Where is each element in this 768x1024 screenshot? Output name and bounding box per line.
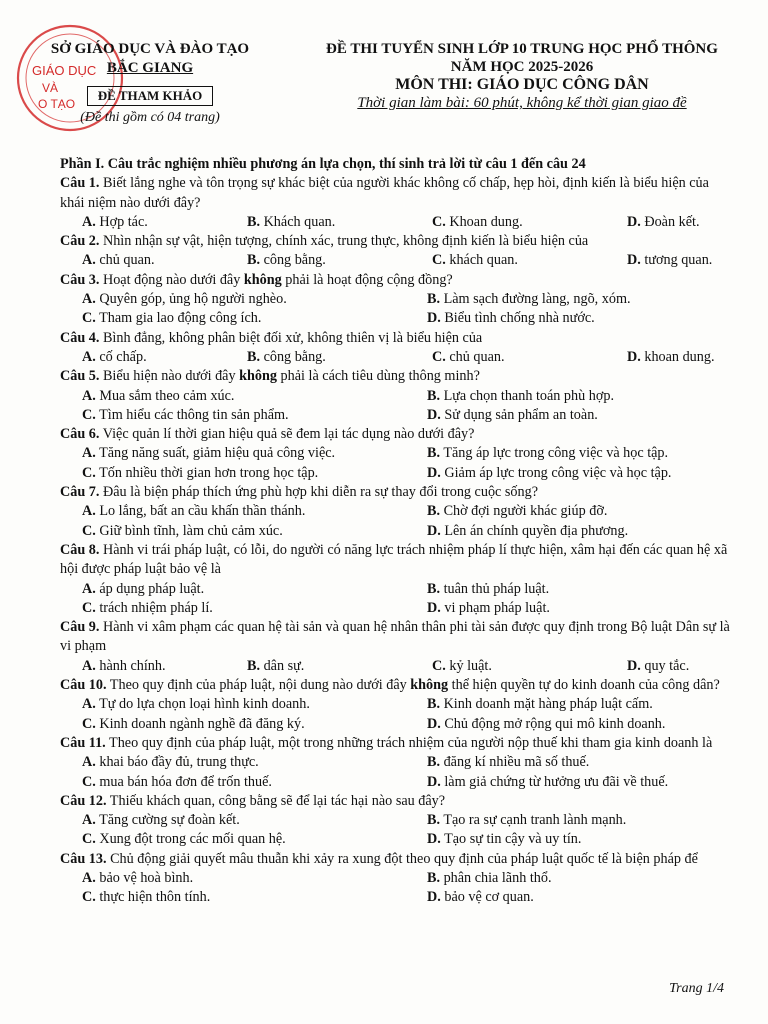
answer-option: [82, 811, 427, 830]
option-letter: D.: [427, 715, 441, 732]
question-stem: [60, 618, 730, 657]
question-number: Câu 5.: [60, 368, 100, 385]
answer-option: [427, 444, 752, 463]
option-text: Đoàn kết.: [644, 213, 700, 230]
question: [60, 541, 730, 618]
option-text: quy tắc.: [644, 657, 690, 674]
option-letter: B.: [427, 291, 441, 308]
option-text: Hợp tác.: [99, 213, 148, 230]
option-text: tương quan.: [644, 252, 713, 269]
answer-option: [427, 309, 752, 328]
answer-option: [627, 213, 752, 232]
option-letter: D.: [427, 522, 441, 539]
question-text: Theo quy định của pháp luật, một trong những trách nhiệm của người nộp thuế khi tham gia kinh doanh là: [105, 734, 713, 751]
option-text: Làm sạch đường làng, ngõ, xóm.: [443, 291, 631, 308]
answer-options: [60, 580, 730, 619]
answer-option: [427, 522, 752, 541]
question-keyword: không: [243, 271, 282, 288]
option-text: Tham gia lao động công ích.: [99, 310, 262, 327]
question-text: Biểu hiện nào dưới đây: [99, 368, 240, 385]
option-text: Tăng năng suất, giảm hiệu quả công việc.: [99, 445, 336, 462]
option-text: Khách quan.: [263, 213, 336, 230]
option-letter: D.: [427, 889, 441, 906]
question-stem: [60, 425, 730, 444]
question: [60, 329, 730, 368]
option-text: Khoan dung.: [449, 213, 523, 230]
question: [60, 483, 730, 541]
option-text: Quyên góp, ủng hộ người nghèo.: [99, 291, 287, 308]
exam-title: ĐỀ THI TUYỂN SINH LỚP 10 TRUNG HỌC PHỔ THÔNG: [326, 41, 718, 57]
answer-options: [60, 290, 730, 329]
option-text: Kinh doanh ngành nghề đã đăng ký.: [99, 715, 305, 732]
option-text: Giữ bình tĩnh, làm chủ cảm xúc.: [99, 522, 283, 539]
option-letter: D.: [427, 831, 441, 848]
question: [60, 676, 730, 734]
option-text: khách quan.: [449, 252, 518, 269]
question-number: Câu 2.: [60, 233, 100, 250]
answer-option: [432, 348, 627, 367]
question-number: Câu 3.: [60, 271, 100, 288]
question-number: Câu 12.: [60, 792, 107, 809]
question-text: Hành vi trái pháp luật, có lỗi, do người có năng lực trách nhiệm pháp lí thực hiện, xâm hại đến các quan hệ xã hội được pháp luật bảo vệ là: [60, 541, 728, 578]
answer-option: [427, 830, 752, 849]
svg-text:O TẠO: O TẠO: [38, 97, 76, 111]
question-stem: [60, 676, 730, 695]
option-text: bảo vệ hoà bình.: [99, 869, 194, 886]
answer-option: [82, 773, 427, 792]
option-letter: D.: [627, 348, 641, 365]
option-text: công bằng.: [263, 252, 326, 269]
option-letter: C.: [82, 406, 96, 423]
question-keyword: không: [410, 677, 449, 694]
option-letter: A.: [82, 252, 96, 269]
option-letter: A.: [82, 348, 96, 365]
question: [60, 850, 730, 908]
option-letter: C.: [432, 348, 446, 365]
answer-option: [427, 888, 752, 907]
option-letter: A.: [82, 213, 96, 230]
option-text: Lo lắng, bất an cầu khấn thần thánh.: [99, 503, 306, 520]
option-text: dân sự.: [263, 657, 305, 674]
answer-option: [247, 251, 432, 270]
option-text: mua bán hóa đơn để trốn thuế.: [99, 773, 272, 790]
question-text: Đâu là biện pháp thích ứng phù hợp khi diễn ra sự thay đổi trong cuộc sống?: [99, 484, 538, 501]
option-letter: C.: [82, 715, 96, 732]
question-number: Câu 8.: [60, 541, 100, 558]
option-text: Tạo sự tin cậy và uy tín.: [444, 831, 582, 848]
option-letter: C.: [432, 213, 446, 230]
answer-options: [60, 444, 730, 483]
option-letter: A.: [82, 580, 96, 597]
option-letter: D.: [427, 310, 441, 327]
part-title: Phần I. Câu trắc nghiệm nhiều phương án lựa chọn, thí sinh trả lời từ câu 1 đến câu 24: [60, 156, 586, 172]
svg-text:GIÁO DỤC: GIÁO DỤC: [32, 63, 97, 78]
option-text: vi phạm pháp luật.: [444, 599, 550, 616]
option-letter: B.: [247, 657, 261, 674]
option-letter: C.: [82, 599, 96, 616]
option-letter: D.: [627, 252, 641, 269]
answer-option: [627, 251, 752, 270]
answer-options: [60, 869, 730, 908]
header-right: [292, 40, 752, 112]
option-letter: C.: [82, 773, 96, 790]
option-text: Lên án chính quyền địa phương.: [444, 522, 629, 539]
option-text: phân chia lãnh thổ.: [443, 869, 552, 886]
option-letter: A.: [82, 387, 96, 404]
option-letter: B.: [427, 812, 441, 829]
question-number: Câu 6.: [60, 426, 100, 443]
option-text: kỷ luật.: [449, 657, 492, 674]
department-name: SỞ GIÁO DỤC VÀ ĐÀO TẠO: [50, 41, 250, 57]
question: [60, 232, 730, 271]
header-left: [30, 40, 270, 126]
answer-option: [82, 888, 427, 907]
option-letter: B.: [427, 869, 441, 886]
subject-title: MÔN THI: GIÁO DỤC CÔNG DÂN: [395, 76, 649, 93]
answer-options: [60, 811, 730, 850]
question-number: Câu 11.: [60, 734, 106, 751]
option-text: Sử dụng sản phẩm an toàn.: [444, 406, 598, 423]
option-letter: D.: [427, 464, 441, 481]
time-note: Thời gian làm bài: 60 phút, không kể thời gian giao đề: [357, 95, 687, 111]
answer-options: [60, 251, 730, 270]
answer-option: [82, 599, 427, 618]
answer-option: [427, 753, 752, 772]
answer-option: [432, 213, 627, 232]
answer-option: [82, 657, 247, 676]
question-text: Biết lắng nghe và tôn trọng sự khác biệt của người khác không cố chấp, hẹp hòi, định kiến là biểu hiện của khái niệm nào dưới đây?: [60, 175, 709, 211]
option-letter: D.: [627, 657, 641, 674]
question-stem: [60, 271, 730, 290]
option-letter: B.: [247, 252, 261, 269]
question-number: Câu 7.: [60, 484, 100, 501]
answer-option: [82, 502, 427, 521]
answer-option: [427, 869, 752, 888]
answer-options: [60, 657, 730, 676]
option-letter: B.: [427, 387, 441, 404]
answer-option: [82, 309, 427, 328]
answer-option: [82, 580, 427, 599]
answer-option: [82, 348, 247, 367]
answer-options: [60, 387, 730, 426]
option-text: Mua sắm theo cảm xúc.: [99, 387, 235, 404]
question-number: Câu 4.: [60, 329, 100, 346]
answer-option: [247, 348, 432, 367]
question-text: Bình đẳng, không phân biệt đối xử, không thiên vị là biểu hiện của: [99, 329, 483, 346]
option-text: Biểu tình chống nhà nước.: [444, 310, 595, 327]
option-letter: A.: [82, 869, 96, 886]
option-letter: C.: [82, 464, 96, 481]
option-letter: A.: [82, 812, 96, 829]
option-letter: D.: [427, 599, 441, 616]
option-letter: A.: [82, 657, 96, 674]
option-text: khai báo đầy đủ, trung thực.: [99, 754, 259, 771]
option-text: công bằng.: [263, 348, 326, 365]
option-text: hành chính.: [99, 657, 166, 674]
question: [60, 425, 730, 483]
answer-option: [82, 444, 427, 463]
option-letter: B.: [247, 213, 261, 230]
question-text-tail: phải là cách tiêu dùng thông minh?: [276, 368, 480, 385]
option-text: Tự do lựa chọn loại hình kinh doanh.: [99, 696, 310, 713]
option-text: Xung đột trong các mối quan hệ.: [99, 831, 286, 848]
question-stem: [60, 232, 730, 251]
answer-option: [247, 657, 432, 676]
option-text: tuân thủ pháp luật.: [443, 580, 550, 597]
answer-option: [82, 830, 427, 849]
option-letter: D.: [627, 213, 641, 230]
answer-option: [427, 599, 752, 618]
answer-option: [82, 522, 427, 541]
answer-option: [427, 290, 752, 309]
option-text: làm giả chứng từ hưởng ưu đãi về thuế.: [444, 773, 669, 790]
question-list: [60, 155, 730, 908]
option-letter: A.: [82, 291, 96, 308]
option-text: Tốn nhiều thời gian hơn trong học tập.: [99, 464, 319, 481]
question-text: Hành vi xâm phạm các quan hệ tài sản và quan hệ nhân thân phi tài sản được quy định trong Bộ luật Dân sự là vi phạm: [60, 619, 730, 655]
question-text-tail: thể hiện quyền tự do kinh doanh của công dân?: [448, 677, 720, 694]
question-stem: [60, 541, 730, 580]
option-letter: C.: [82, 310, 96, 327]
option-text: khoan dung.: [644, 348, 715, 365]
answer-option: [627, 348, 752, 367]
answer-option: [427, 406, 752, 425]
answer-options: [60, 348, 730, 367]
question-text: Theo quy định của pháp luật, nội dung nào dưới đây: [106, 677, 411, 694]
option-letter: A.: [82, 445, 96, 462]
svg-text:VÀ: VÀ: [42, 81, 59, 95]
option-letter: C.: [82, 522, 96, 539]
option-letter: C.: [82, 889, 96, 906]
question-stem: [60, 367, 730, 386]
answer-option: [82, 869, 427, 888]
answer-option: [432, 251, 627, 270]
option-text: Tăng áp lực trong công việc và học tập.: [443, 445, 669, 462]
answer-option: [427, 502, 752, 521]
question: [60, 367, 730, 425]
answer-option: [82, 387, 427, 406]
option-text: cố chấp.: [99, 348, 147, 365]
answer-option: [82, 715, 427, 734]
pages-note: (Đề thi gồm có 04 trang): [80, 110, 220, 125]
answer-option: [427, 580, 752, 599]
option-letter: B.: [427, 580, 441, 597]
answer-option: [82, 464, 427, 483]
option-letter: C.: [82, 831, 96, 848]
question-number: Câu 13.: [60, 850, 107, 867]
answer-option: [627, 657, 752, 676]
option-letter: B.: [427, 445, 441, 462]
question: [60, 271, 730, 329]
answer-option: [427, 715, 752, 734]
question-number: Câu 9.: [60, 619, 100, 636]
question-stem: [60, 792, 730, 811]
answer-option: [82, 753, 427, 772]
answer-option: [427, 464, 752, 483]
question-text: Thiếu khách quan, công bằng sẽ để lại tác hại nào sau đây?: [106, 792, 446, 809]
option-letter: B.: [427, 503, 441, 520]
province-name: BẮC GIANG: [106, 60, 194, 76]
answer-option: [427, 773, 752, 792]
answer-options: [60, 213, 730, 232]
question: [60, 792, 730, 850]
option-letter: B.: [427, 754, 441, 771]
answer-option: [82, 213, 247, 232]
option-letter: B.: [247, 348, 261, 365]
question-text: Việc quản lí thời gian hiệu quả sẽ đem lại tác dụng nào dưới đây?: [99, 426, 475, 443]
answer-option: [247, 213, 432, 232]
question-stem: [60, 483, 730, 502]
option-text: Lựa chọn thanh toán phù hợp.: [443, 387, 614, 404]
question-text: Nhìn nhận sự vật, hiện tượng, chính xác, trung thực, không định kiến là biểu hiện của: [99, 233, 589, 250]
question-stem: [60, 174, 730, 213]
answer-option: [427, 695, 752, 714]
question-stem: [60, 850, 730, 869]
question-text: Chủ động giải quyết mâu thuẫn khi xảy ra xung đột theo quy định của pháp luật quốc tế là biện pháp để: [106, 850, 698, 867]
answer-option: [82, 251, 247, 270]
answer-options: [60, 695, 730, 734]
page-number: Trang 1/4: [669, 981, 724, 996]
option-text: thực hiện thôn tính.: [99, 889, 211, 906]
option-text: áp dụng pháp luật.: [99, 580, 205, 597]
question-stem: [60, 329, 730, 348]
option-letter: A.: [82, 754, 96, 771]
option-text: Tăng cường sự đoàn kết.: [99, 812, 240, 829]
question-text: Hoạt động nào dưới đây: [99, 271, 244, 288]
option-text: đăng kí nhiều mã số thuế.: [443, 754, 590, 771]
answer-option: [427, 811, 752, 830]
question: [60, 734, 730, 792]
reference-label: ĐỀ THAM KHẢO: [87, 86, 214, 106]
answer-option: [82, 695, 427, 714]
question: [60, 174, 730, 232]
option-letter: C.: [432, 252, 446, 269]
answer-option: [432, 657, 627, 676]
question-keyword: không: [239, 368, 277, 385]
question-text-tail: phải là hoạt động cộng đồng?: [281, 271, 453, 288]
option-text: Tìm hiểu các thông tin sản phẩm.: [99, 406, 289, 423]
question-number: Câu 10.: [60, 677, 107, 694]
question-number: Câu 1.: [60, 175, 100, 192]
option-letter: D.: [427, 406, 441, 423]
option-text: chủ quan.: [99, 252, 155, 269]
option-text: bảo vệ cơ quan.: [444, 889, 534, 906]
answer-option: [82, 290, 427, 309]
option-text: Chủ động mở rộng qui mô kinh doanh.: [444, 715, 666, 732]
option-text: Chờ đợi người khác giúp đỡ.: [443, 503, 608, 520]
option-text: Kinh doanh mặt hàng pháp luật cấm.: [443, 696, 653, 713]
answer-option: [82, 406, 427, 425]
option-text: Giảm áp lực trong công việc và học tập.: [444, 464, 672, 481]
option-letter: C.: [432, 657, 446, 674]
option-letter: D.: [427, 773, 441, 790]
option-text: chủ quan.: [449, 348, 505, 365]
option-letter: A.: [82, 696, 96, 713]
answer-options: [60, 753, 730, 792]
answer-options: [60, 502, 730, 541]
option-letter: A.: [82, 503, 96, 520]
question-stem: [60, 734, 730, 753]
option-text: trách nhiệm pháp lí.: [99, 599, 213, 616]
option-text: Tạo ra sự cạnh tranh lành mạnh.: [443, 812, 627, 829]
answer-option: [427, 387, 752, 406]
option-letter: B.: [427, 696, 441, 713]
question: [60, 618, 730, 676]
school-year: NĂM HỌC 2025-2026: [450, 59, 594, 75]
